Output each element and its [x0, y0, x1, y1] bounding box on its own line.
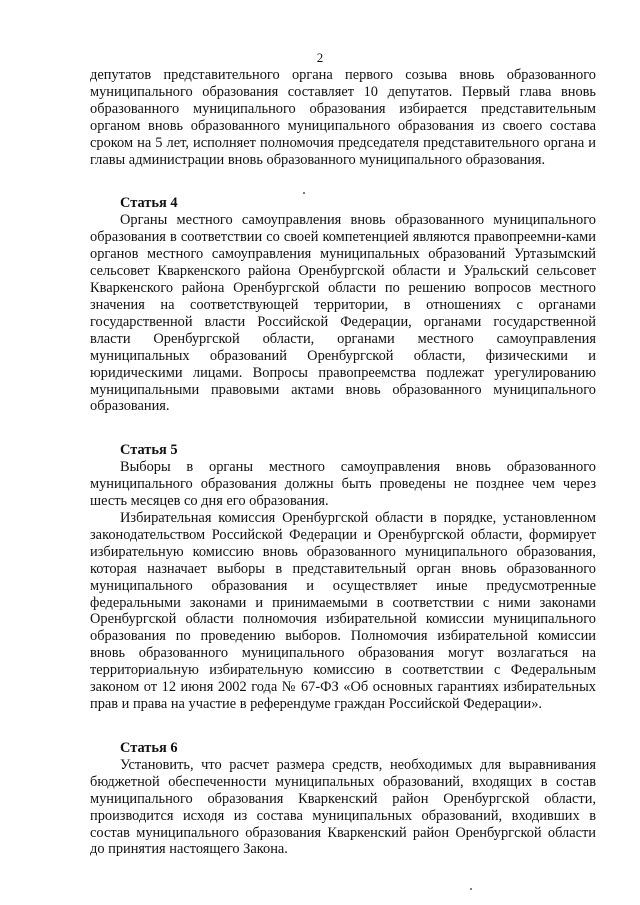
page-number: 2	[316, 50, 324, 65]
scan-speck	[470, 888, 472, 890]
article-6	[90, 740, 596, 858]
intro-paragraph: депутатов представительного органа первого созыва вновь образованного муниципального образования составляет 10 депутатов. Первый глава вновь образованного муниципального образования избирается представительным органом вновь образованного муниципального образования из своего состава сроком на 5 лет, исполняет полномочия председателя представительного органа и главы администрации вновь образованного муниципального образования.	[90, 67, 596, 168]
scan-speck	[303, 192, 305, 194]
article-heading: Статья 5	[120, 442, 178, 459]
article-paragraph: Выборы в органы местного самоуправления вновь образованного муниципального образования должны быть проведены не позднее чем через шесть месяцев со дня его образования.	[90, 459, 596, 510]
article-paragraph: Избирательная комиссия Оренбургской области в порядке, установленном законодательством Российской Федерации и Оренбургской области, формирует избирательную комиссию вновь образованного муниципального образования, которая назначает выборы в представительный орган вновь образованного муниципального образования и осуществляет иные предусмотренные федеральными законами и принимаемыми в соответствии с ними законами Оренбургской области полномочия избирательной комиссии муниципального образования по проведению выборов. Полномочия избирательной комиссии вновь образованного муниципального образования могут возлагаться на территориальную избирательную комиссию в соответствии с Федеральным законом от 12 июня 2002 года № 67-ФЗ «Об основных гарантиях избирательных прав и права на участие в референдуме граждан Российской Федерации».	[90, 510, 596, 712]
article-heading: Статья 6	[120, 739, 178, 756]
article-4	[90, 195, 596, 415]
article-paragraph: Установить, что расчет размера средств, необходимых для выравнивания бюджетной обеспеченности муниципальных образований, входящих в состав муниципального образования Кваркенский район Оренбургской области, производится исходя из состава муниципальных образований, входивших в состав муниципального образования Кваркенский район Оренбургской области до принятия настоящего Закона.	[90, 756, 596, 858]
article-paragraph: Органы местного самоуправления вновь образованного муниципального образования в соответствии со своей компетенцией являются правопреемни-ками органов местного самоуправления муниципальных образований Уртазымский сельсовет Кваркенского района Оренбургской области и Уральский сельсовет Кваркенского района Оренбургской области по решению вопросов местного значения на соответствующей территории, в отношениях с органами государственной власти Российской Федерации, органами государственной власти Оренбургской области, органами местного самоуправления муниципальных образований Оренбургской области, физическими и юридическими лицами. Вопросы правопреемства подлежат урегулированию муниципальными правовыми актами вновь образованного муниципального образования.	[90, 212, 596, 415]
article-5	[90, 442, 596, 713]
article-heading: Статья 4	[120, 195, 178, 212]
document-body	[90, 67, 596, 858]
